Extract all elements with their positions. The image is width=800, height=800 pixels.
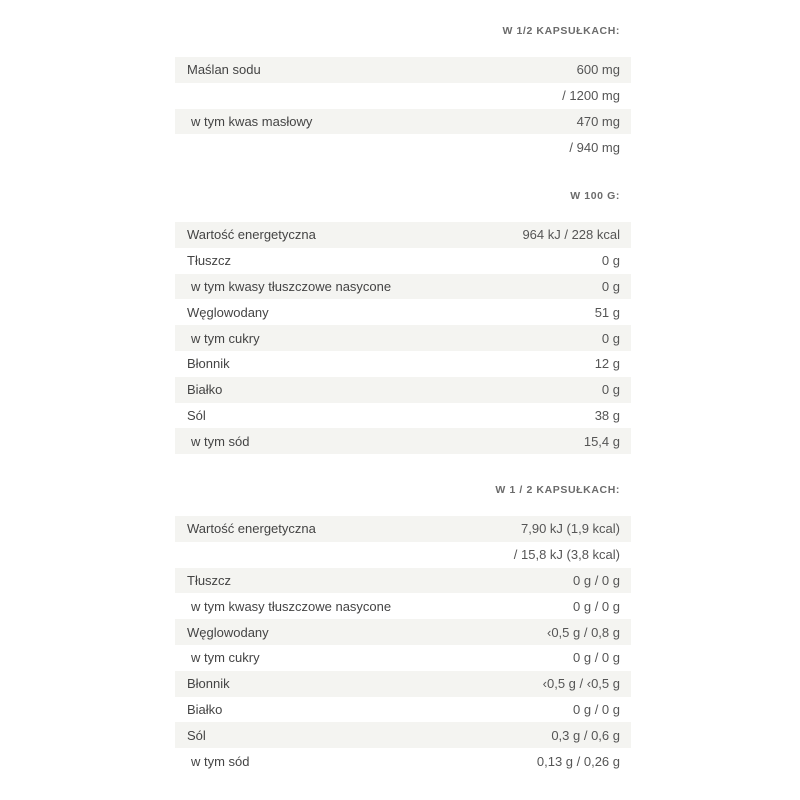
row-value: ‹0,5 g / 0,8 g <box>547 624 620 640</box>
row-label: w tym kwasy tłuszczowe nasycone <box>191 598 392 614</box>
row-label: w tym sód <box>191 753 250 769</box>
nutrition-table <box>175 516 631 774</box>
row-value: / 940 mg <box>569 139 620 155</box>
row-label: Błonnik <box>187 356 230 372</box>
row-value: 0,13 g / 0,26 g <box>536 753 620 769</box>
row-label: w tym kwas masłowy <box>191 113 313 129</box>
row-label: Sól <box>187 407 206 423</box>
row-value: 51 g <box>594 304 620 320</box>
row-value: 0,3 g / 0,6 g <box>551 727 620 743</box>
row-label: w tym sód <box>191 433 250 449</box>
row-label: w tym kwasy tłuszczowe nasycone <box>191 278 392 294</box>
table-row <box>175 722 631 748</box>
row-label: Tłuszcz <box>187 572 232 588</box>
row-label: Maślan sodu <box>187 62 261 78</box>
row-label: Białko <box>187 701 223 717</box>
section-capsule-nutrition <box>175 478 631 774</box>
row-value: / 1200 mg <box>562 88 620 104</box>
row-value: 15,4 g <box>583 433 620 449</box>
row-value: 0 g / 0 g <box>573 598 620 614</box>
table-row <box>175 619 631 645</box>
table-row <box>175 299 631 325</box>
table-row <box>175 57 631 83</box>
section-header: W 1 / 2 KAPSUŁKACH: <box>495 484 620 496</box>
table-row <box>175 403 631 429</box>
section-capsule-sodium-butyrate <box>175 19 631 160</box>
row-value: 964 kJ / 228 kcal <box>522 227 620 243</box>
row-value: 12 g <box>594 356 620 372</box>
table-row <box>175 645 631 671</box>
table-row <box>175 748 631 774</box>
section-per-100g <box>175 184 631 454</box>
table-row <box>175 377 631 403</box>
row-label: w tym cukry <box>191 650 260 666</box>
row-value: 0 g <box>601 278 620 294</box>
row-label: Błonnik <box>187 676 230 692</box>
row-label: Wartość energetyczna <box>187 227 316 243</box>
table-row <box>175 83 631 109</box>
row-label: w tym cukry <box>191 330 260 346</box>
table-row <box>175 248 631 274</box>
table-row <box>175 134 631 160</box>
table-row <box>175 222 631 248</box>
table-row <box>175 697 631 723</box>
row-label: Tłuszcz <box>187 253 232 269</box>
section-header: W 100 G: <box>570 190 620 202</box>
table-row <box>175 274 631 300</box>
table-row <box>175 325 631 351</box>
table-row <box>175 671 631 697</box>
row-value: 0 g / 0 g <box>573 701 620 717</box>
table-row <box>175 516 631 542</box>
row-value: 600 mg <box>576 62 620 78</box>
row-value: 0 g / 0 g <box>573 650 620 666</box>
nutrition-table <box>175 57 631 160</box>
row-value: 7,90 kJ (1,9 kcal) <box>521 521 620 537</box>
table-row <box>175 428 631 454</box>
row-label: Białko <box>187 382 223 398</box>
row-value: 0 g <box>601 253 620 269</box>
section-header: W 1/2 KAPSUŁKACH: <box>502 25 620 37</box>
row-value: 0 g / 0 g <box>573 572 620 588</box>
row-label: Sól <box>187 727 206 743</box>
row-label: Wartość energetyczna <box>187 521 316 537</box>
row-value: 0 g <box>601 382 620 398</box>
row-value: / 15,8 kJ (3,8 kcal) <box>513 547 620 563</box>
nutrition-table <box>175 222 631 454</box>
table-row <box>175 109 631 135</box>
row-value: 0 g <box>601 330 620 346</box>
row-value: 38 g <box>594 407 620 423</box>
table-row <box>175 593 631 619</box>
row-value: ‹0,5 g / ‹0,5 g <box>542 676 620 692</box>
table-row <box>175 568 631 594</box>
row-value: 470 mg <box>576 113 620 129</box>
table-row <box>175 542 631 568</box>
row-label: Węglowodany <box>187 304 269 320</box>
table-row <box>175 351 631 377</box>
row-label: Węglowodany <box>187 624 269 640</box>
